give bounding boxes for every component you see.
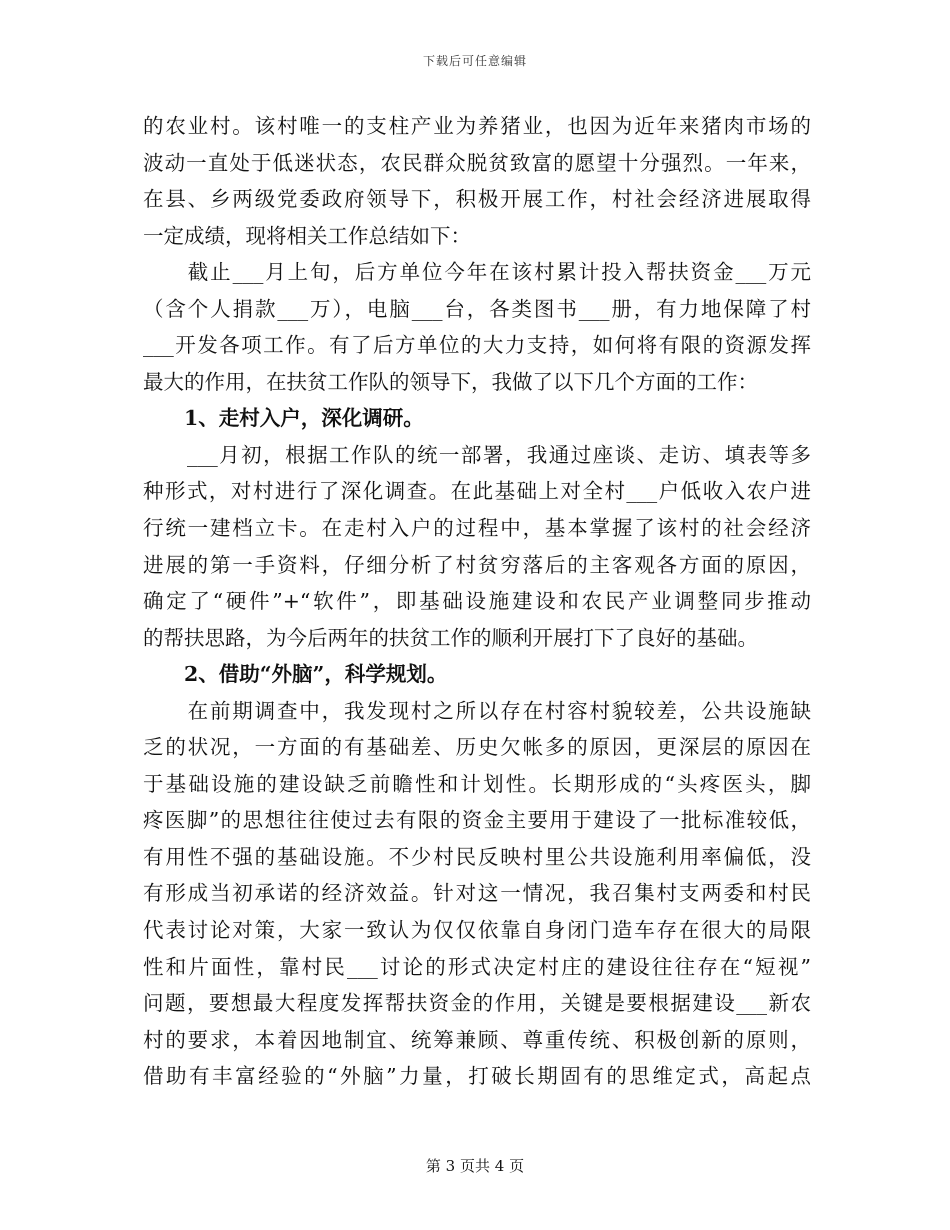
- paragraph-line: ___月初，根据工作队的统一部署，我通过座谈、走访、填表等多: [143, 442, 811, 467]
- page-footer: 第 3 页共 4 页: [425, 1157, 525, 1175]
- paragraph-line: 的农业村。该村唯一的支柱产业为养猪业，也因为近年来猪肉市场的: [143, 114, 811, 138]
- paragraph-line: 最大的作用，在扶贫工作队的领导下，我做了以下几个方面的工作：: [143, 369, 758, 394]
- paragraph-line: 一定成绩，现将相关工作总结如下：: [143, 223, 471, 248]
- paragraph-line: 乏的状况，一方面的有基础差、历史欠帐多的原因，更深层的原因在: [143, 735, 811, 760]
- paragraph-line: （含个人捐款___万），电脑___台，各类图书___册，有力地保障了村: [143, 296, 811, 321]
- paragraph-line: 的帮扶思路，为今后两年的扶贫工作的顺利开展打下了良好的基础。: [143, 625, 758, 650]
- paragraph-line: 于基础设施的建设缺乏前瞻性和计划性。长期形成的“头疼医头，脚: [143, 771, 811, 796]
- paragraph-line: 在县、乡两级党委政府领导下，积极开展工作，村社会经济进展取得: [143, 187, 811, 212]
- paragraph-line: 种形式，对村进行了深化调查。在此基础上对全村___户低收入农户进: [143, 479, 811, 504]
- paragraph-line: ___开发各项工作。有了后方单位的大力支持，如何将有限的资源发挥: [143, 333, 811, 358]
- paragraph-line: 有形成当初承诺的经济效益。针对这一情况，我召集村支两委和村民: [143, 881, 811, 906]
- paragraph-line: 波动一直处于低迷状态，农民群众脱贫致富的愿望十分强烈。一年来，: [143, 150, 811, 175]
- paragraph-line: 确定了“硬件”+“软件”，即基础设施建设和农民产业调整同步推动: [143, 589, 811, 614]
- paragraph-line: 性和片面性，靠村民___讨论的形式决定村庄的建设往往存在“短视”: [143, 954, 811, 979]
- paragraph-line: 借助有丰富经验的“外脑”力量，打破长期固有的思维定式，高起点: [143, 1064, 811, 1089]
- paragraph-line: 疼医脚”的思想往往使过去有限的资金主要用于建设了一批标准较低，: [143, 808, 811, 833]
- section-heading: 1、走村入户，深化调研。: [143, 406, 424, 431]
- document-body: [143, 108, 811, 1095]
- paragraph-line: 村的要求，本着因地制宜、统筹兼顾、尊重传统、积极创新的原则，: [143, 1027, 811, 1052]
- paragraph-line: 截止___月上旬，后方单位今年在该村累计投入帮扶资金___万元: [143, 260, 811, 285]
- paragraph-line: 进展的第一手资料，仔细分析了村贫穷落后的主客观各方面的原因，: [143, 552, 811, 577]
- paragraph-line: 有用性不强的基础设施。不少村民反映村里公共设施利用率偏低，没: [143, 844, 811, 869]
- paragraph-line: 在前期调查中，我发现村之所以存在村容村貌较差，公共设施缺: [143, 698, 811, 723]
- paragraph-line: 代表讨论对策，大家一致认为仅仅依靠自身闭门造车存在很大的局限: [143, 918, 811, 943]
- page-header: 下载后可任意编辑: [422, 54, 527, 68]
- paragraph-line: 问题，要想最大程度发挥帮扶资金的作用，关键是要根据建设___新农: [143, 991, 811, 1016]
- paragraph-line: 行统一建档立卡。在走村入户的过程中，基本掌握了该村的社会经济: [143, 516, 811, 541]
- section-heading: 2、借助“外脑”，科学规划。: [143, 662, 448, 687]
